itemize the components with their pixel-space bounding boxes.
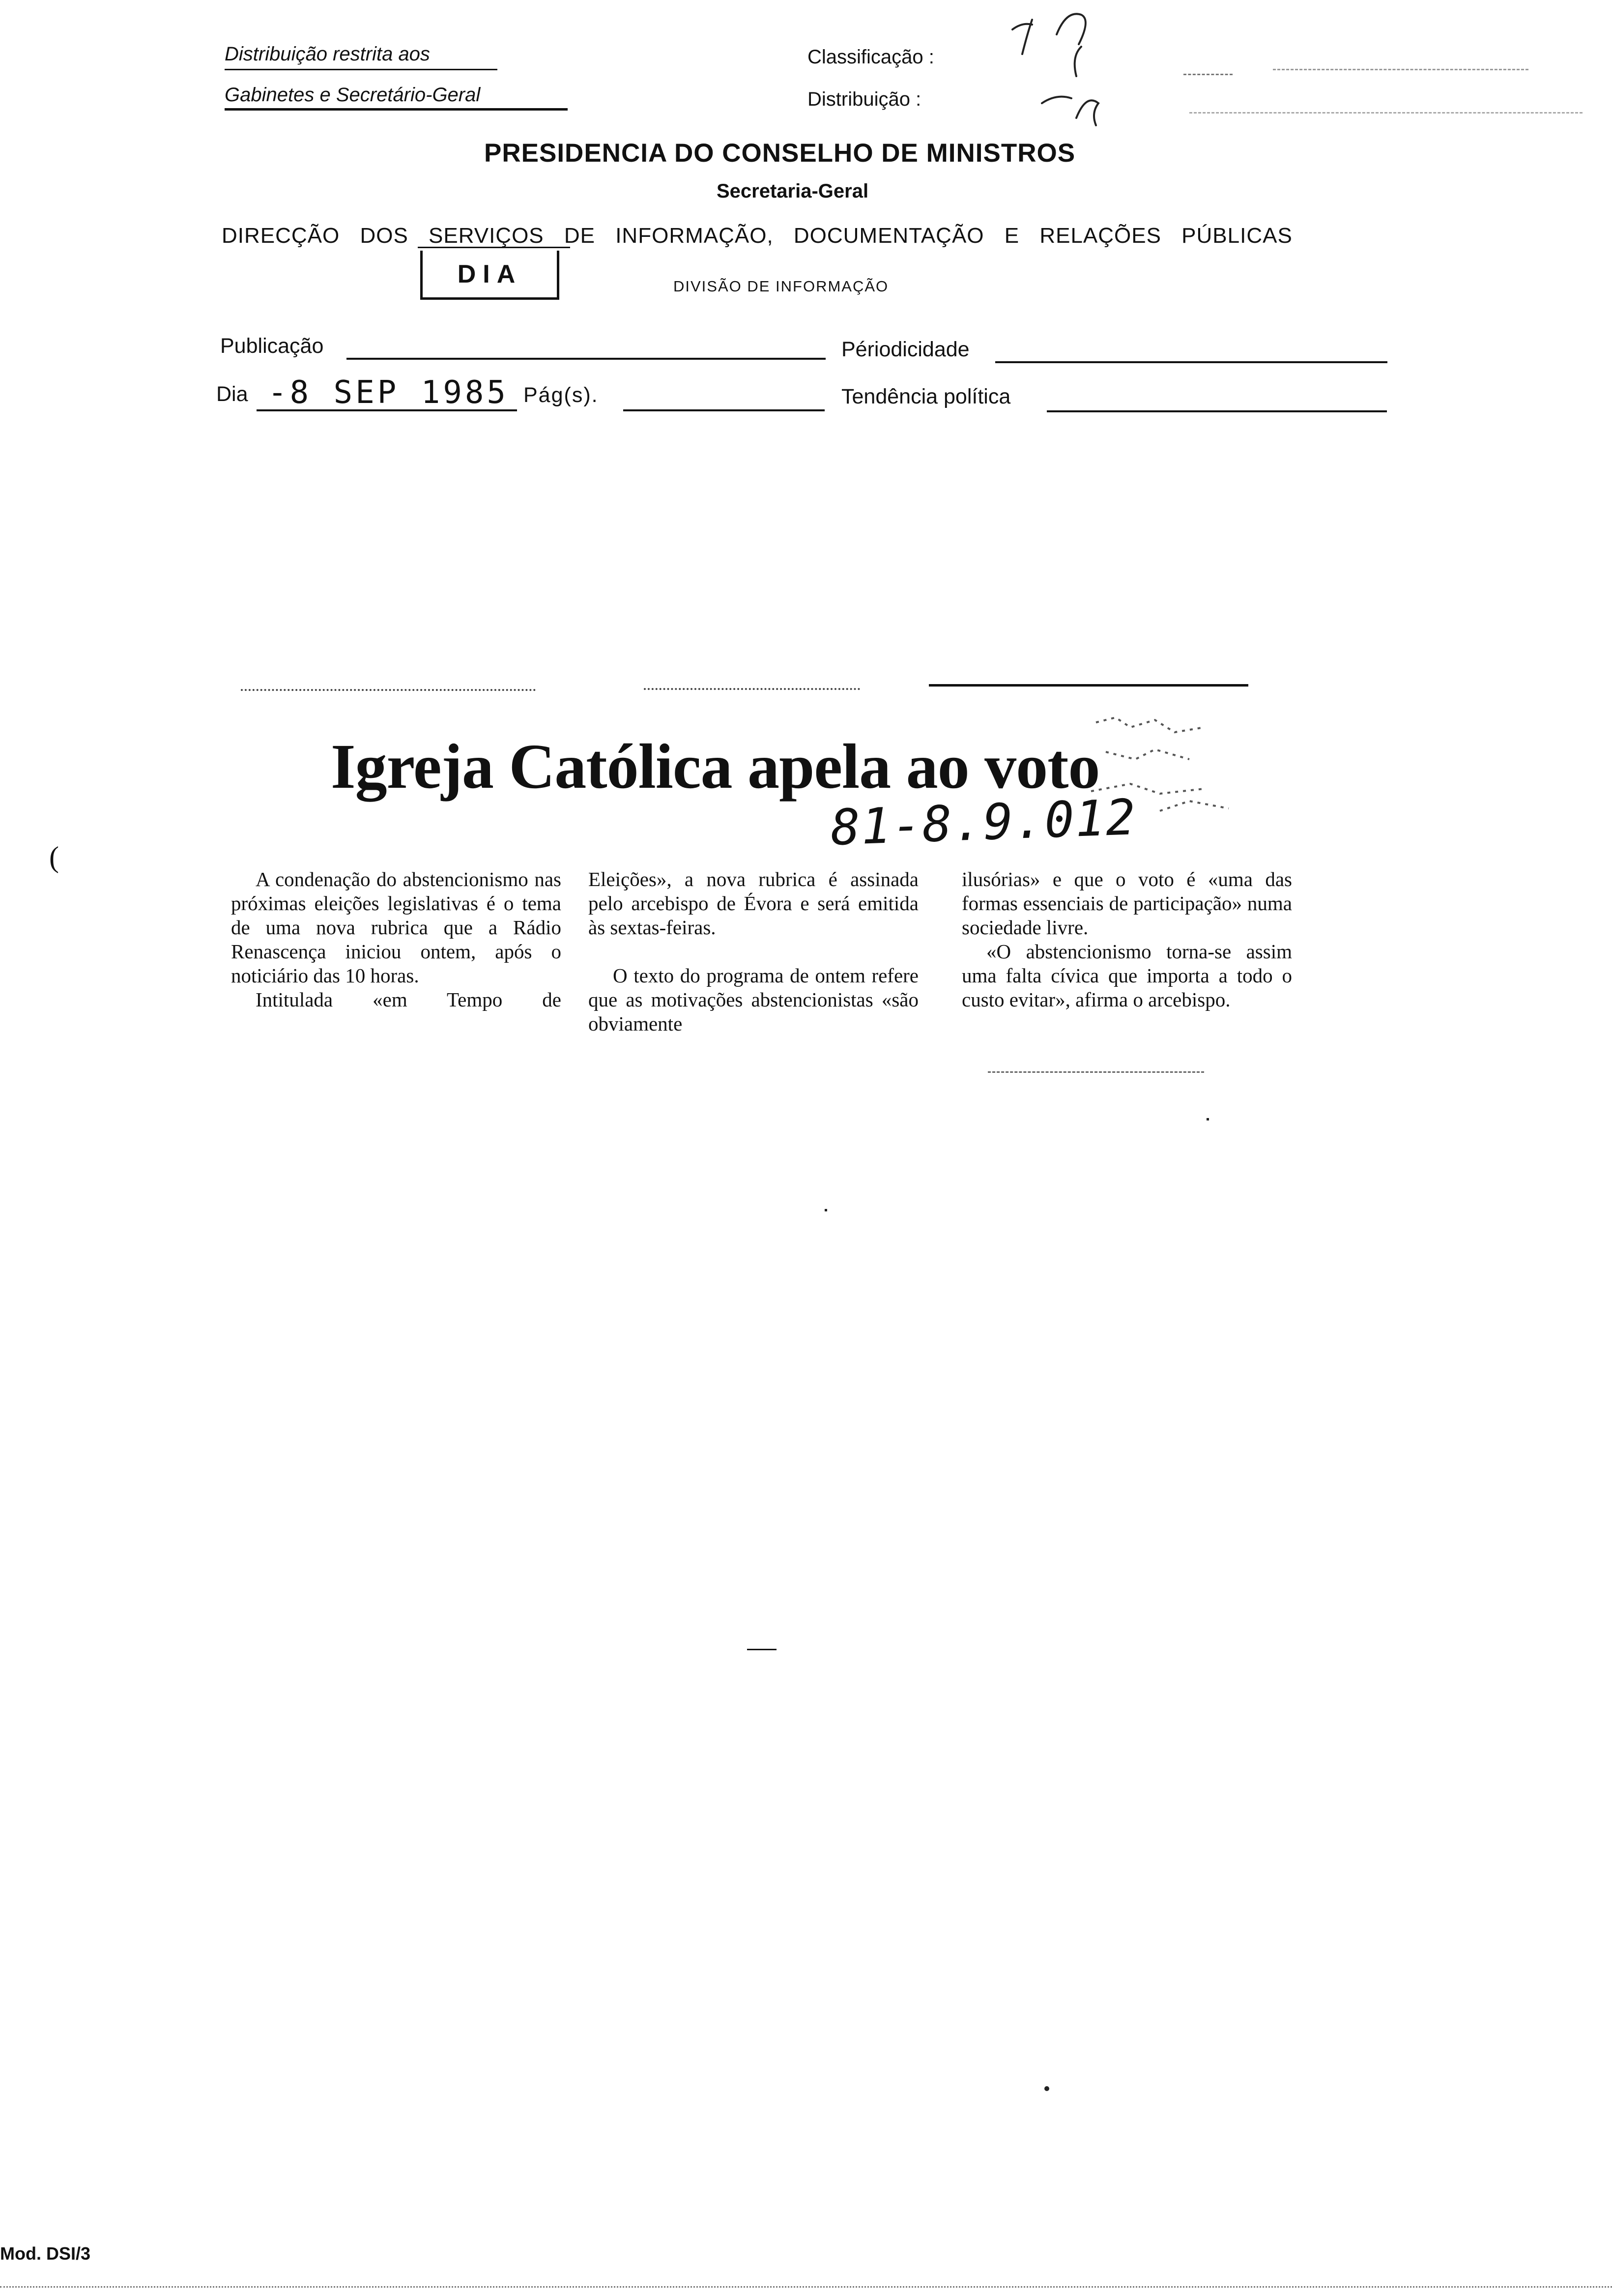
article-paragraph: A condenação do abstencionismo nas próximas eleições legislativas é o tema de uma nova rubrica que a Rádio Renascença iniciou ontem, após o noticiário das 10 horas.	[231, 868, 561, 987]
dia-stamp	[420, 251, 559, 300]
article-column-1	[231, 867, 561, 1012]
distribution-label: Distribuição :	[807, 88, 921, 110]
article-paragraph: O texto do programa de ontem refere que as motivações abstencionistas «são obviamente	[588, 964, 919, 1035]
day-field-line	[257, 409, 517, 411]
article-paragraph: Eleições», a nova rubrica é assinada pelo arcebispo de Évora e será emitida às sextas-feiras.	[588, 868, 919, 939]
clipping-top-rule	[241, 689, 536, 691]
stray-mark	[825, 1209, 827, 1211]
article-paragraph: «O abstencionismo torna-se assim uma falta cívica que importa a todo o custo evitar», afirma o arcebispo.	[962, 940, 1292, 1011]
distribution-line-2: Gabinetes e Secretário-Geral	[225, 84, 481, 106]
article-column-3	[962, 867, 1292, 1012]
tendency-label: Tendência política	[841, 385, 1011, 408]
stray-mark	[1044, 2086, 1049, 2091]
clipping	[211, 673, 1327, 1086]
distribution-line-1: Distribuição restrita aos	[225, 43, 430, 65]
handwritten-scribble	[983, 0, 1160, 128]
stray-mark	[1207, 1118, 1209, 1120]
periodicity-field-line	[995, 361, 1387, 363]
page-title: PRESIDENCIA DO CONSELHO DE MINISTROS	[484, 139, 1076, 168]
form-code: Mod. DSI/3	[0, 2243, 91, 2264]
margin-mark	[1273, 69, 1528, 70]
tendency-field-line	[1047, 410, 1387, 412]
day-label: Dia	[216, 382, 248, 406]
day-value: -8 SEP 1985	[268, 374, 509, 411]
publication-label: Publicação	[220, 334, 324, 358]
stray-mark	[747, 1649, 777, 1650]
publication-field-line	[346, 358, 826, 360]
clipping-top-rule	[929, 684, 1248, 687]
distribution-underline-1	[225, 69, 497, 70]
pages-field-line	[623, 409, 825, 411]
dia-stamp-text: DIA	[457, 259, 522, 288]
division-label: DIVISÃO DE INFORMAÇÃO	[673, 278, 889, 295]
services-underline	[418, 247, 570, 248]
article-paragraph: Intitulada «em Tempo de	[256, 988, 561, 1011]
headline: Igreja Católica apela ao voto	[331, 731, 1100, 802]
article-paragraph: ilusórias» e que o voto é «uma das formas essenciais de participação» numa sociedade livre.	[962, 868, 1292, 939]
margin-mark	[1189, 112, 1583, 114]
pages-label: Pág(s).	[523, 383, 599, 407]
margin-mark	[1183, 74, 1233, 75]
distribution-underline-2	[225, 108, 568, 111]
clipping-bottom-rule	[988, 1071, 1204, 1073]
clipping-top-rule	[644, 688, 860, 690]
page-subtitle: Secretaria-Geral	[717, 180, 869, 202]
handwritten-reference: 81-8.9.012	[830, 788, 1137, 857]
classification-label: Classificação :	[807, 46, 934, 68]
footer-noise	[0, 2286, 1612, 2288]
periodicity-label: Périodicidade	[841, 338, 970, 361]
directorate-line: DIRECÇÃO DOS SERVIÇOS DE INFORMAÇÃO, DOCUMENTAÇÃO E RELAÇÕES PÚBLICAS	[222, 224, 1293, 248]
stray-mark: (	[49, 841, 59, 873]
article-column-2	[588, 867, 919, 1036]
